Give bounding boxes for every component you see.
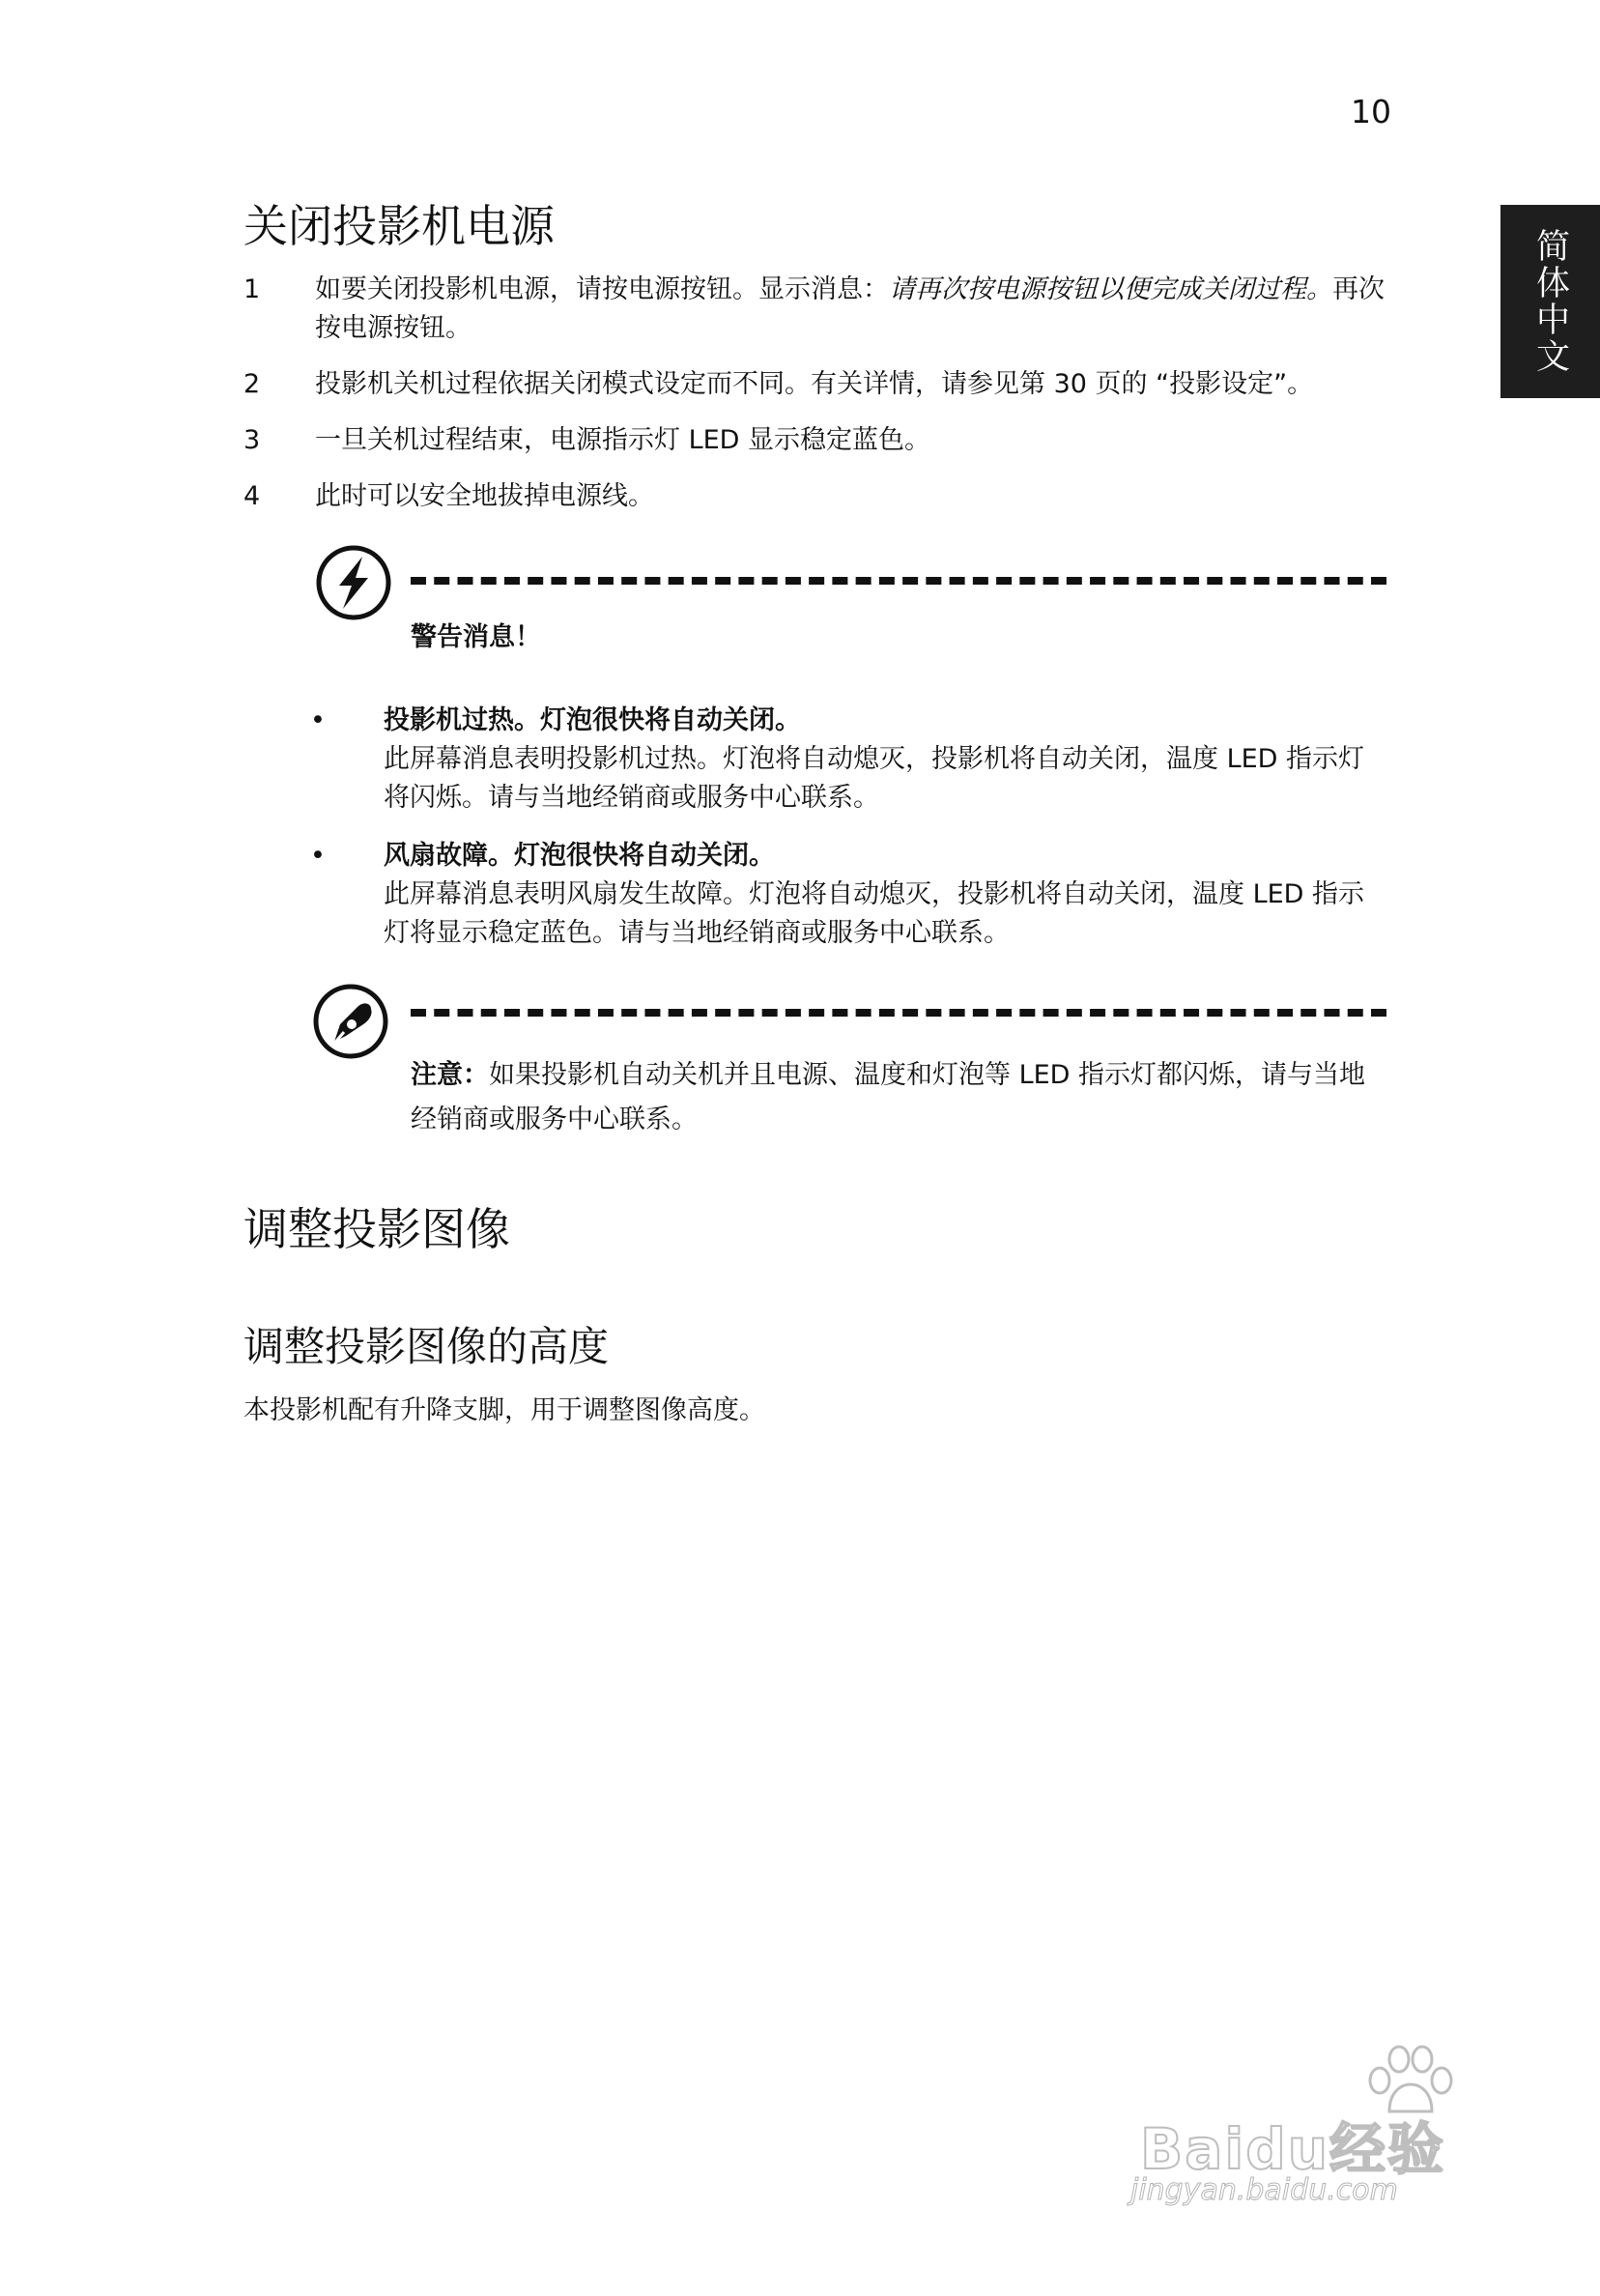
- step-number: 4: [243, 481, 261, 511]
- watermark-url: jingyan.baidu.com: [1130, 2173, 1398, 2207]
- step-text: 此时可以安全地拔掉电源线。: [315, 481, 654, 511]
- list-item: [242, 421, 1391, 460]
- section-title-power-off: 关闭投影机电源: [243, 200, 555, 252]
- divider: [411, 577, 1386, 585]
- note-label: 注意：: [411, 1060, 489, 1090]
- lightning-warning-icon: [314, 543, 393, 622]
- warning-item-body: 此屏幕消息表明投影机过热。灯泡将自动熄灭，投影机将自动关闭，温度 LED 指示灯将闪烁。请与当地经销商或服务中心联系。: [384, 744, 1365, 813]
- warning-item-body: 此屏幕消息表明风扇发生故障。灯泡将自动熄灭，投影机将自动关闭，温度 LED 指示灯将显示稳定蓝色。请与当地经销商或服务中心联系。: [384, 879, 1365, 948]
- list-item: [304, 837, 1386, 953]
- divider: [411, 1009, 1386, 1017]
- warning-item-title: 投影机过热。灯泡很快将自动关闭。: [384, 705, 801, 735]
- list-item: [242, 477, 1391, 516]
- warning-title: 警告消息！: [411, 622, 541, 652]
- step-text: 如要关闭投影机电源，请按电源按钮。显示消息：: [315, 274, 889, 304]
- warning-list: [304, 702, 1386, 972]
- steps-list: [242, 271, 1391, 533]
- step-text-italic: 请再次按电源按钮以便完成关闭过程。: [889, 274, 1332, 304]
- language-tab: [1500, 205, 1600, 398]
- page-number: 10: [1351, 93, 1391, 130]
- step-number: 2: [243, 369, 261, 399]
- list-item: [304, 702, 1386, 818]
- list-item: [242, 365, 1391, 404]
- bullet-dot: •: [310, 705, 326, 735]
- baidu-watermark: [1111, 2044, 1517, 2208]
- bullet-dot: •: [310, 841, 326, 871]
- warning-item-title: 风扇故障。灯泡很快将自动关闭。: [384, 841, 775, 871]
- step-number: 3: [243, 425, 261, 455]
- pen-note-icon: [311, 982, 390, 1061]
- note-body: 如果投影机自动关机并且电源、温度和灯泡等 LED 指示灯都闪烁，请与当地经销商或服务中心联系。: [411, 1060, 1366, 1134]
- subsection-title-height: 调整投影图像的高度: [243, 1323, 610, 1370]
- watermark-brand: Baidu经验: [1140, 2116, 1446, 2182]
- step-text: 再次按电源按钮。: [315, 274, 1385, 343]
- step-text: 投影机关机过程依据关闭模式设定而不同。有关详情，请参见第 30 页的 “投影设定”。: [315, 369, 1314, 399]
- list-item: [242, 271, 1391, 348]
- section-title-adjust: 调整投影图像: [243, 1203, 510, 1255]
- language-tab-label: 简体中文: [1530, 228, 1570, 375]
- step-text: 一旦关机过程结束，电源指示灯 LED 显示稳定蓝色。: [315, 425, 931, 455]
- paragraph: 本投影机配有升降支脚，用于调整图像高度。: [243, 1395, 765, 1425]
- step-number: 1: [243, 274, 261, 304]
- note-text: [411, 1053, 1386, 1142]
